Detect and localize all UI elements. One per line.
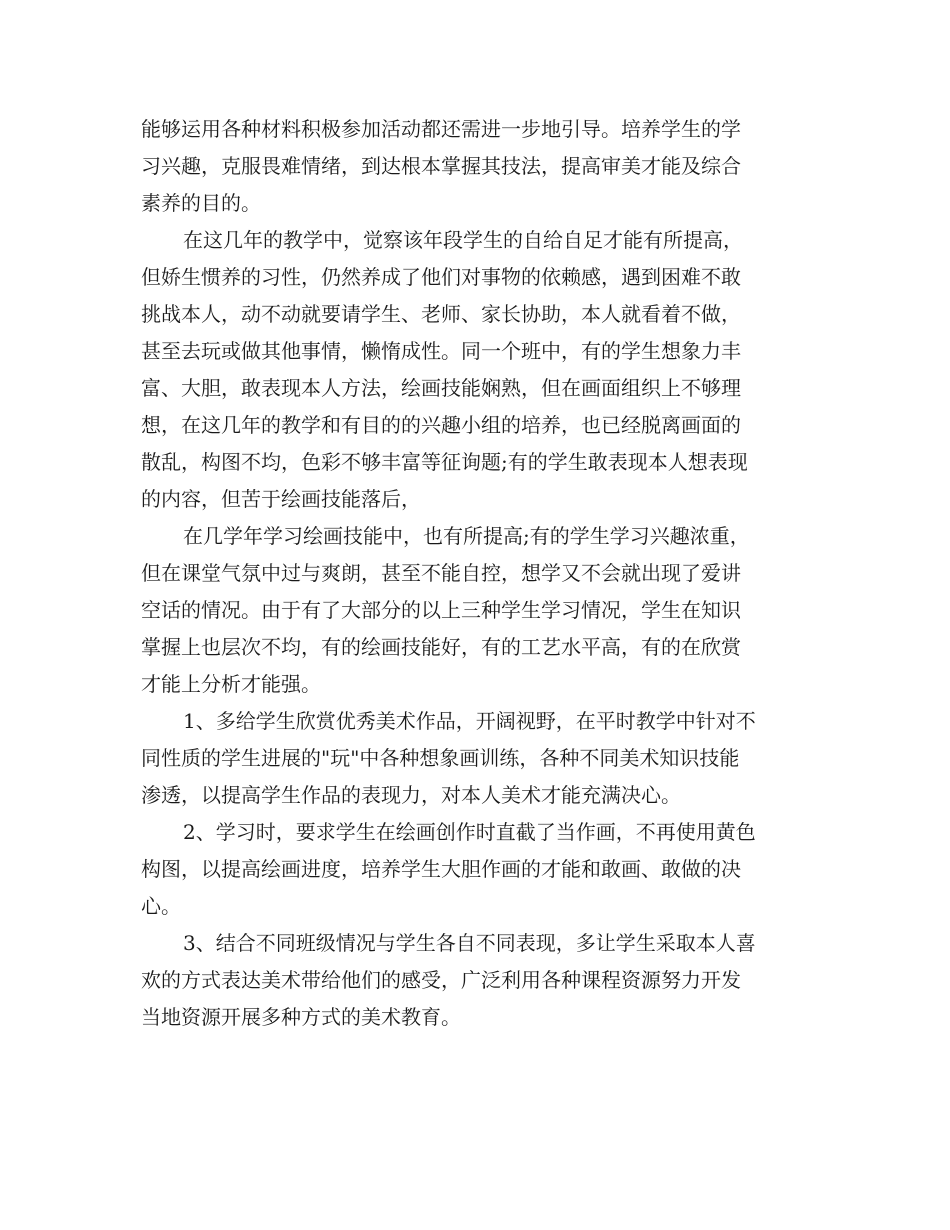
text-line: 3、结合不同班级情况与学生各自不同表现，多让学生采取本人喜 — [183, 931, 756, 955]
text-line: 挑战本人，动不动就要请学生、老师、家长协助，本人就看着不做， — [141, 302, 741, 326]
text-line: 1、多给学生欣赏优秀美术作品，开阔视野，在平时教学中针对不 — [183, 709, 756, 733]
text-line: 的内容，但苦于绘画技能落后， — [141, 487, 421, 511]
paragraph-1 — [141, 111, 813, 222]
text-line: 甚至去玩或做其他事情，懒惰成性。同一个班中，有的学生想象力丰 — [141, 339, 741, 363]
text-line: 同性质的学生进展的"玩"中各种想象画训练，各种不同美术知识技能 — [141, 746, 740, 770]
text-line: 想，在这几年的教学和有目的的兴趣小组的培养，也已经脱离画面的 — [141, 413, 741, 437]
text-line: 2、学习时，要求学生在绘画创作时直截了当作画，不再使用黄色 — [183, 820, 756, 844]
text-line: 欢的方式表达美术带给他们的感受，广泛利用各种课程资源努力开发 — [141, 968, 741, 992]
text-line: 才能上分析才能强。 — [141, 672, 321, 696]
text-line: 习兴趣，克服畏难情绪，到达根本掌握其技法，提高审美才能及综合 — [141, 154, 741, 178]
paragraph-4 — [141, 703, 813, 814]
text-line: 富、大胆，敢表现本人方法，绘画技能娴熟，但在画面组织上不够理 — [141, 376, 741, 400]
text-line: 空话的情况。由于有了大部分的以上三种学生学习情况，学生在知识 — [141, 598, 741, 622]
text-line: 在几学年学习绘画技能中，也有所提高;有的学生学习兴趣浓重， — [183, 524, 750, 548]
text-line: 当地资源开展多种方式的美术教育。 — [141, 1005, 461, 1029]
text-line: 但娇生惯养的习性，仍然养成了他们对事物的依赖感，遇到困难不敢 — [141, 265, 741, 289]
text-line: 心。 — [141, 894, 181, 918]
paragraph-5 — [141, 814, 813, 925]
paragraph-2 — [141, 222, 813, 518]
text-line: 在这几年的教学中，觉察该年段学生的自给自足才能有所提高， — [183, 228, 743, 252]
text-line: 掌握上也层次不均，有的绘画技能好，有的工艺水平高，有的在欣赏 — [141, 635, 741, 659]
text-line: 但在课堂气氛中过与爽朗，甚至不能自控，想学又不会就出现了爱讲 — [141, 561, 741, 585]
text-line: 素养的目的。 — [141, 191, 261, 215]
text-line: 能够运用各种材料积极参加活动都还需进一步地引导。培养学生的学 — [141, 117, 741, 141]
text-line: 构图，以提高绘画进度，培养学生大胆作画的才能和敢画、敢做的决 — [141, 857, 741, 881]
text-line: 渗透，以提高学生作品的表现力，对本人美术才能充满决心。 — [141, 783, 681, 807]
paragraph-6 — [141, 925, 813, 1036]
document-body — [141, 111, 813, 1036]
text-line: 散乱，构图不均，色彩不够丰富等征询题;有的学生敢表现本人想表现 — [141, 450, 748, 474]
paragraph-3 — [141, 518, 813, 703]
